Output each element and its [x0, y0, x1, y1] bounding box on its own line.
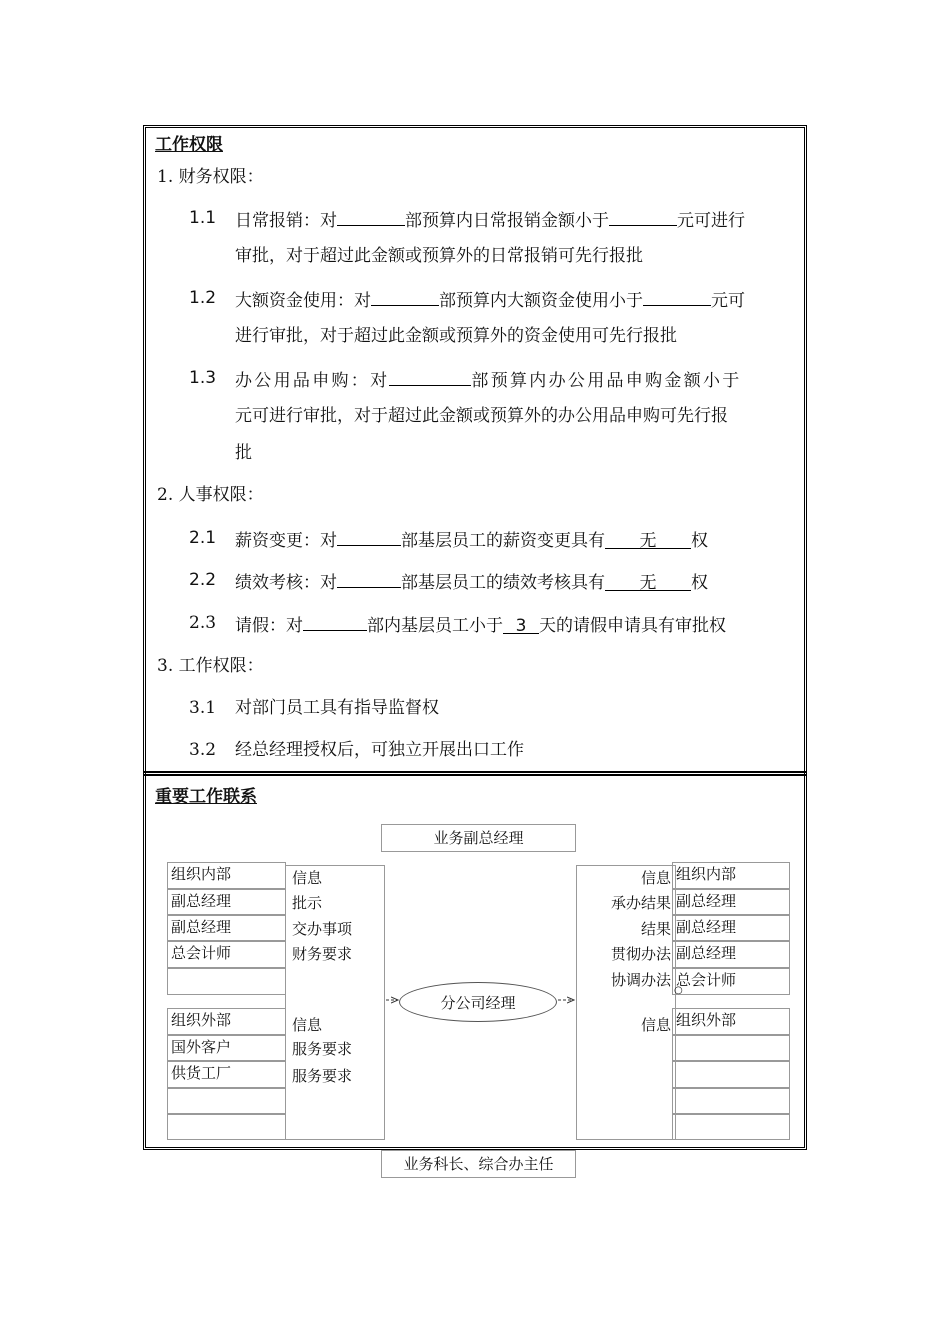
section-chief-box: 业务科长、综合办主任	[381, 1150, 576, 1178]
item-1-3-line2: 元可进行审批，对于超过此金额或预算外的办公用品申购可先行报	[235, 406, 728, 426]
right-external-cell-0: 组织外部	[672, 1008, 790, 1035]
right-internal-cell-1: 副总经理	[672, 889, 790, 915]
right-internal-cell-2: 副总经理	[672, 915, 790, 941]
right-internal-cell-3: 副总经理	[672, 941, 790, 968]
right-internal-cell-0: 组织内部	[672, 862, 790, 889]
item-2-3-num: 2.3	[189, 613, 217, 633]
item-2-3-text: 请假：对 部内基层员工小于 3 天的请假申请具有审批权	[235, 612, 726, 637]
left-label-3: 财务要求	[292, 945, 353, 963]
relations-heading: 重要工作联系	[155, 787, 257, 807]
work-title: 3. 工作权限：	[157, 656, 264, 676]
left-external-cell-2: 供货工厂	[167, 1061, 286, 1088]
left-internal-cell-1: 副总经理	[167, 889, 286, 915]
right-internal-cell-4: 总会计师	[672, 968, 790, 995]
right-label-3: 贯彻办法	[610, 945, 671, 963]
left-internal-cell-0: 组织内部	[167, 862, 286, 889]
right-label-1: 承办结果	[610, 894, 671, 912]
authority-heading: 工作权限	[155, 135, 223, 155]
left-external-cell-1: 国外客户	[167, 1035, 286, 1061]
item-1-3-line3: 批	[235, 443, 252, 463]
item-1-3-text: 办公用品申购：对 部预算内办公用品申购金额小于	[235, 367, 742, 392]
deputy-gm-box: 业务副总经理	[381, 824, 576, 852]
item-2-2-num: 2.2	[189, 570, 217, 590]
right-ext-label-0: 信息	[640, 1016, 671, 1034]
item-1-2-num: 1.2	[189, 288, 217, 308]
item-1-1-line2: 审批，对于超过此金额或预算外的日常报销可先行报批	[235, 246, 643, 266]
item-3-2-num: 3.2	[189, 740, 217, 760]
left-ext-label-1: 服务要求	[292, 1040, 353, 1058]
finance-title: 1. 财务权限：	[157, 167, 264, 187]
item-1-1-text: 日常报销：对 部预算内日常报销金额小于 元可进行	[235, 207, 745, 232]
right-label-2: 结果	[640, 920, 671, 938]
item-2-1-text: 薪资变更：对 部基层员工的薪资变更具有 无 权	[235, 527, 708, 552]
left-external-cell-0: 组织外部	[167, 1008, 286, 1035]
item-3-1-num: 3.1	[189, 698, 217, 718]
right-label-0: 信息	[640, 869, 671, 887]
item-2-1-num: 2.1	[189, 528, 217, 548]
item-3-1-text: 对部门员工具有指导监督权	[235, 698, 439, 718]
item-2-2-text: 绩效考核：对 部基层员工的绩效考核具有 无 权	[235, 569, 708, 594]
branch-manager-node: 分公司经理	[399, 982, 557, 1022]
right-label-4: 协调办法	[610, 971, 671, 989]
item-1-2-line2: 进行审批，对于超过此金额或预算外的资金使用可先行报批	[235, 326, 677, 346]
item-1-1-num: 1.1	[189, 208, 217, 228]
left-internal-cell-2: 副总经理	[167, 915, 286, 941]
left-internal-cell-3: 总会计师	[167, 941, 286, 968]
left-label-1: 批示	[292, 894, 323, 912]
item-1-2-text: 大额资金使用：对 部预算内大额资金使用小于 元可	[235, 287, 745, 312]
left-label-0: 信息	[292, 869, 323, 887]
item-3-2-text: 经总经理授权后，可独立开展出口工作	[235, 740, 524, 760]
left-label-2: 交办事项	[292, 920, 353, 938]
left-ext-label-0: 信息	[292, 1016, 323, 1034]
left-ext-label-2: 服务要求	[292, 1067, 353, 1085]
item-1-3-num: 1.3	[189, 368, 217, 388]
hr-title: 2. 人事权限：	[157, 485, 264, 505]
small-circle-mark: ○	[674, 985, 683, 996]
